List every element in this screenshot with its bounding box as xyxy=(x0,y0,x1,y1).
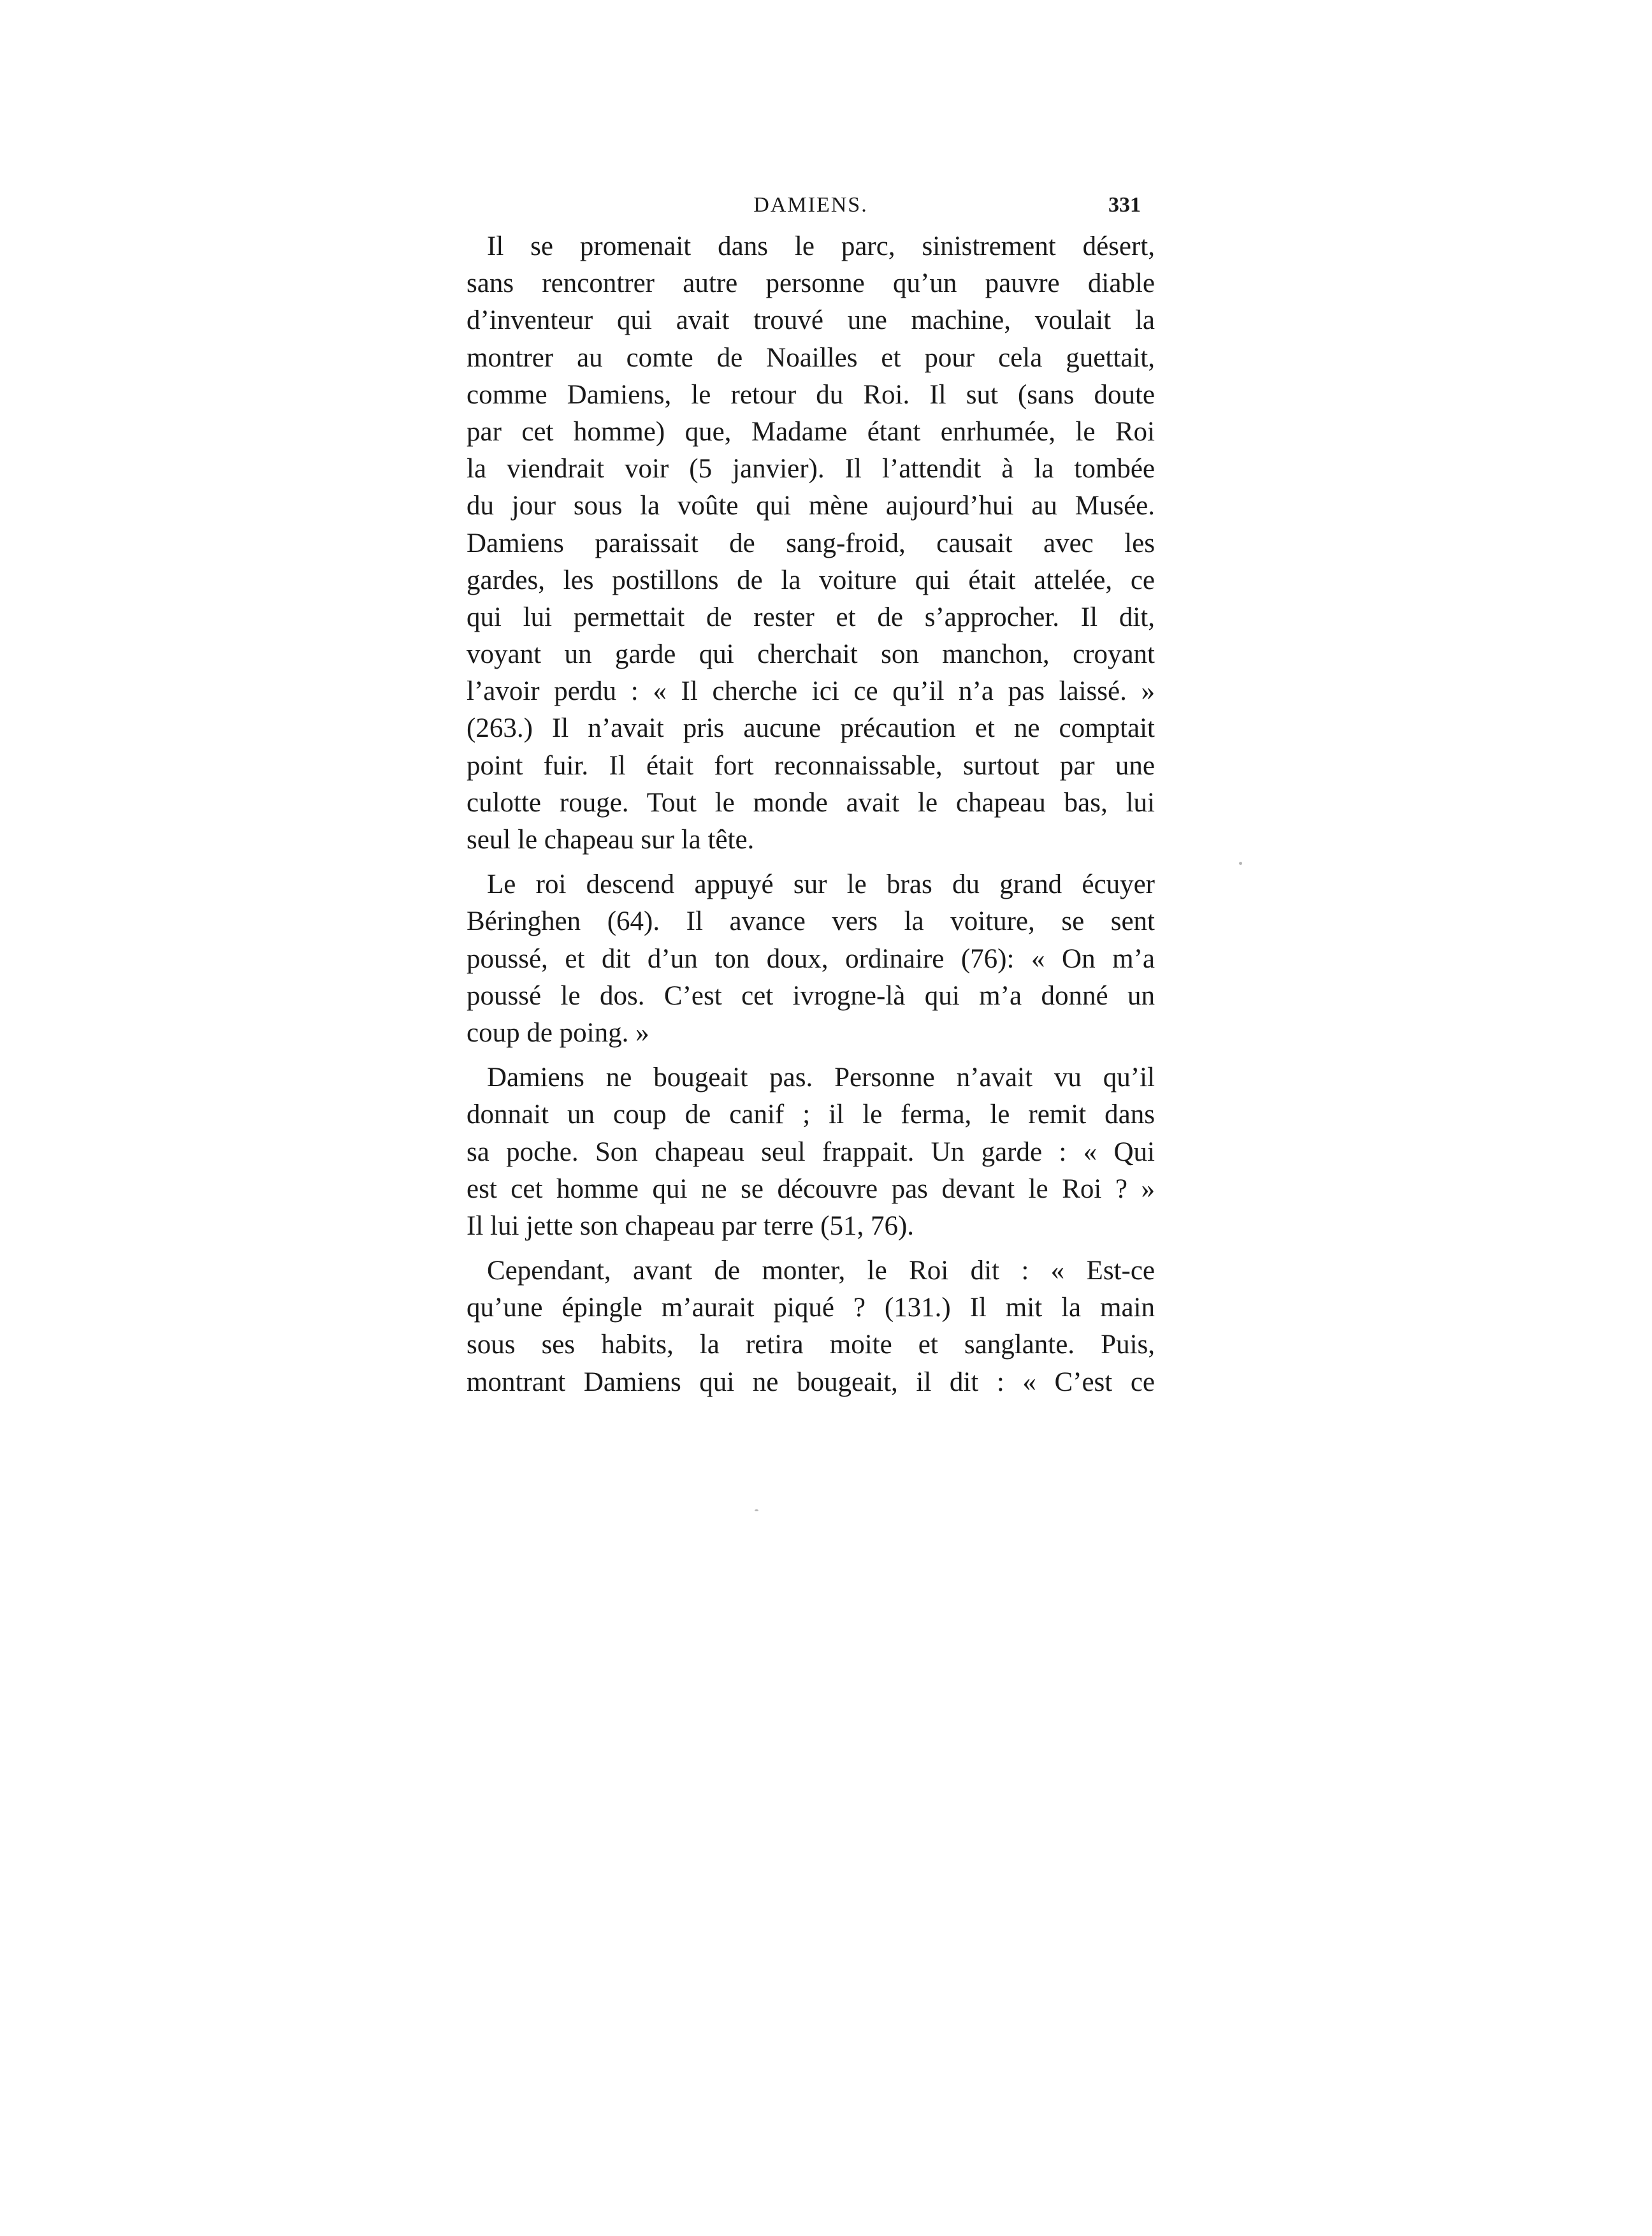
running-head xyxy=(467,186,1155,224)
text-line: voyant un garde qui cherchait son manchon, croyant xyxy=(467,639,1155,670)
text-line: seul le chapeau sur la tête. xyxy=(467,825,755,855)
text-line: gardes, les postillons de la voiture qui était attelée, ce xyxy=(467,565,1155,595)
running-title: DAMIENS. xyxy=(753,193,868,217)
text-line: Le roi descend appuyé sur le bras du grand écuyer xyxy=(487,869,1155,900)
text-line: du jour sous la voûte qui mène aujourd’hui au Musée. xyxy=(467,491,1155,521)
text-line: (263.) Il n’avait pris aucune précaution et ne comptait xyxy=(467,713,1155,744)
text-line: l’avoir perdu : « Il cherche ici ce qu’il n’a pas laissé. » xyxy=(467,676,1155,707)
text-line: poussé le dos. C’est cet ivrogne-là qui m’a donné un xyxy=(467,980,1155,1011)
paragraph xyxy=(467,228,1155,859)
text-line: Damiens ne bougeait pas. Personne n’avait vu qu’il xyxy=(487,1063,1155,1093)
paragraph xyxy=(467,1059,1155,1245)
text-line: est cet homme qui ne se découvre pas devant le Roi ? » xyxy=(467,1173,1155,1204)
paragraph-gap xyxy=(467,859,1155,866)
text-line: d’inventeur qui avait trouvé une machine, voulait la xyxy=(467,305,1155,336)
paragraph xyxy=(467,866,1155,1052)
text-line: sous ses habits, la retira moite et sanglante. Puis, xyxy=(467,1330,1155,1360)
text-line: la viendrait voir (5 janvier). Il l’attendit à la tombée xyxy=(467,454,1155,484)
paragraph-gap xyxy=(467,1052,1155,1059)
scan-speck xyxy=(755,1509,758,1511)
body-text xyxy=(467,228,1155,1401)
text-line: qui lui permettait de rester et de s’approcher. Il dit, xyxy=(467,602,1155,632)
text-line: Il lui jette son chapeau par terre (51, 76). xyxy=(467,1210,915,1241)
text-line: sans rencontrer autre personne qu’un pauvre diable xyxy=(467,268,1155,299)
paragraph xyxy=(467,1252,1155,1401)
paragraph-gap xyxy=(467,1245,1155,1252)
text-line: Damiens paraissait de sang-froid, causait avec les xyxy=(467,528,1155,558)
text-line: Béringhen (64). Il avance vers la voiture, se sent xyxy=(467,906,1155,937)
text-line: Cependant, avant de monter, le Roi dit : « Est-ce xyxy=(487,1256,1155,1286)
page-number: 331 xyxy=(1108,193,1141,217)
text-line: Il se promenait dans le parc, sinistrement désert, xyxy=(487,231,1155,261)
text-line: point fuir. Il était fort reconnaissable, surtout par une xyxy=(467,750,1155,781)
text-line: montrer au comte de Noailles et pour cela guettait, xyxy=(467,342,1155,373)
text-line: coup de poing. » xyxy=(467,1017,649,1048)
text-line: poussé, et dit d’un ton doux, ordinaire (76): « On m’a xyxy=(467,943,1155,974)
text-line: culotte rouge. Tout le monde avait le chapeau bas, lui xyxy=(467,787,1155,818)
text-line: sa poche. Son chapeau seul frappait. Un garde : « Qui xyxy=(467,1136,1155,1167)
text-line: comme Damiens, le retour du Roi. Il sut (sans doute xyxy=(467,379,1155,410)
text-line: montrant Damiens qui ne bougeait, il dit : « C’est ce xyxy=(467,1367,1155,1397)
text-line: par cet homme) que, Madame étant enrhumée, le Roi xyxy=(467,416,1155,447)
text-line: donnait un coup de canif ; il le ferma, le remit dans xyxy=(467,1100,1155,1130)
scan-speck xyxy=(1239,862,1242,865)
text-line: qu’une épingle m’aurait piqué ? (131.) Il mit la main xyxy=(467,1293,1155,1323)
